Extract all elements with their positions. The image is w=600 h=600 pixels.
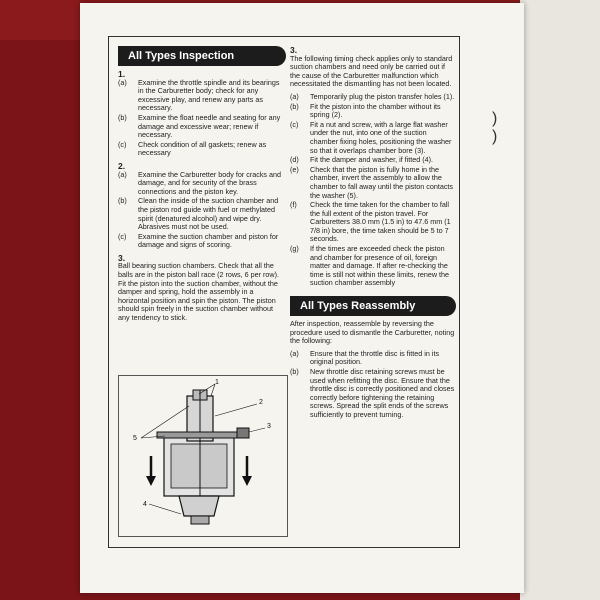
list-item: (b) New throttle disc retaining screws must be used when refitting the disc. Ensure that the throttle disc is correctly positioned and closes correctly before tightening the retaining screws. Spread the split ends of the screws sufficiently to prevent turning. [290,367,455,419]
list-item: (b) Clean the inside of the suction chamber and the piston rod guide with fuel or methylated spirit (denatured alcohol) and wipe dry. Abrasives must not be used. [118,196,279,232]
list-item: (c) Examine the suction chamber and piston for damage and signs of scoring. [118,231,279,250]
list-item: (b) Examine the float needle and seating for any damage and excessive wear; renew if necessary. [118,112,281,140]
left-column [118,46,286,327]
list-item: (c) Fit a nut and screw, with a large flat washer under the nut, into one of the suction chamber fixing holes, positioning the washer so that it overlaps chamber bore (3). [290,119,452,155]
section-3-text: Ball bearing suction chambers. Check that all the balls are in the piston ball race (2 rows, 6 per row). Fit the piston into the suction chamber, without the damper and spring, hold the assembly in a horizontal position and spin the piston. The piston should spin freely in the suction chamber without any tendency to stick. [118,261,279,323]
list-item: (a) Examine the Carburetter body for cracks and damage, and for security of the brass connections and the piston key. [118,169,282,196]
reassembly-intro: After inspection, reassemble by reversing the procedure used to dismantle the Carburetter, noting the following: [290,319,455,346]
list-item: (g) If the times are exceeded check the piston and chamber for presence of oil, foreign matter and damage. If after re-checking the time is still not within these limits, renew the suction chamber assembly [290,244,450,288]
carburetter-diagram [119,376,287,536]
list-item: (a) Ensure that the throttle disc is fitted in its original position. [290,348,440,367]
list-item: (f) Check the time taken for the chamber to fall the full extent of the piston travel. For Carburetters 38.0 mm (1.5 in) to 47.6 mm (1 7/8 in) bore, the time taken should be 5 to 7 seconds. [290,200,451,244]
list-item: (b) Fit the piston into the chamber without its spring (2). [290,101,441,120]
section-1-number: 1. [118,69,126,79]
list-item: (a) Temporarily plug the piston transfer holes (1). [290,91,455,101]
callout-1: 1 [215,379,219,386]
callout-2: 2 [259,399,263,406]
section-2-number: 2. [118,160,126,171]
callout-5: 5 [133,435,137,442]
list-item: (d) Fit the damper and washer, if fitted (4). [290,155,434,165]
carburetter-illustration [118,375,288,537]
right-column [290,46,456,421]
timing-intro: The following timing check applies only to standard suction chambers and need only be carried out if the cause of the Carburetter malfunction which necessitated the dismantling has not been located. [290,53,453,89]
callout-3: 3 [267,423,271,430]
inspection-header: All Types Inspection [118,46,286,66]
binder-mark: ) [492,128,498,145]
reassembly-header: All Types Reassembly [290,296,456,316]
binder-mark: ) [492,110,498,127]
section-3-number: 3. [118,252,126,263]
background-right [520,0,600,600]
list-item: (e) Check that the piston is fully home in the chamber, invert the assembly to allow the chamber to fall away until the piston contacts the washer (5). [290,164,454,200]
list-item: (a) Examine the throttle spindle and its bearings in the Carburetter body; check for any excessive play, and renew any parts as necessary. [118,77,280,113]
callout-4: 4 [143,501,147,508]
list-item: (c) Check condition of all gaskets; renew as necessary [118,139,267,158]
timing-section-number: 3. [290,45,298,55]
